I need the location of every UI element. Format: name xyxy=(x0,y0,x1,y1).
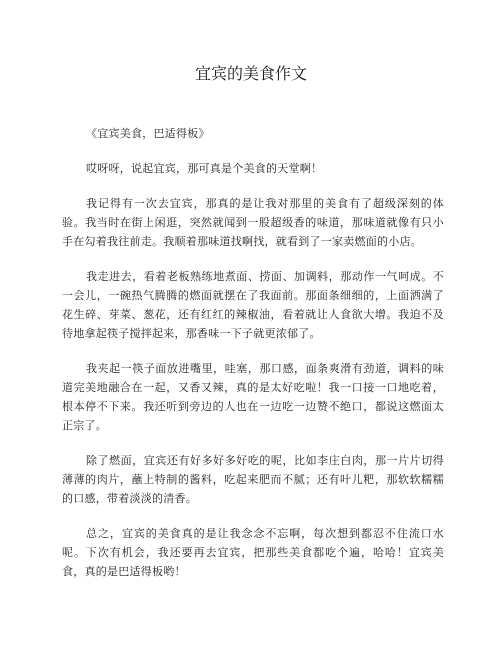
document-title: 宜宾的美食作文 xyxy=(194,64,307,83)
paragraph: 我走进去，看着老板熟练地煮面、捞面、加调料，那动作一气呵成。不一会儿，一碗热气腾腾的燃面就摆在了我面前。那面条细细的，上面洒满了花生碎、芽菜、葱花，还有红红的辣椒油，看着就让人食欲大增。我迫不及待地拿起筷子搅拌起来，那香味一下子就更浓郁了。 xyxy=(62,270,444,340)
paragraph: 我记得有一次去宜宾，那真的是让我对那里的美食有了超级深刻的体验。我当时在街上闲逛，突然就闻到一股超级香的味道，那味道就像有只小手在勾着我往前走。我顺着那味道找啊找，就看到了一家卖燃面的小店。 xyxy=(62,197,444,248)
paragraph-intro: 哎呀呀，说起宜宾，那可真是个美食的天堂啊！ xyxy=(86,162,323,175)
document-body xyxy=(62,124,444,597)
paragraph: 除了燃面，宜宾还有好多好多好吃的呢，比如李庄白肉，那一片片切得薄薄的肉片，蘸上特制的酱料，吃起来肥而不腻；还有叶儿粑，那软软糯糯的口感，带着淡淡的清香。 xyxy=(62,454,444,505)
paragraph-conclusion: 总之，宜宾的美食真的是让我念念不忘啊，每次想到都忍不住流口水呢。下次有机会，我还要再去宜宾，把那些美食都吃个遍，哈哈！宜宾美食，真的是巴适得板哟！ xyxy=(62,527,444,578)
paragraph: 我夹起一筷子面放进嘴里，哇塞，那口感，面条爽滑有劲道，调料的味道完美地融合在一起，又香又辣，真的是太好吃啦！我一口接一口地吃着，根本停不下来。我还听到旁边的人也在一边吃一边赞不绝口，都说这燃面太正宗了。 xyxy=(62,362,444,432)
paragraph-subtitle: 《宜宾美食，巴适得板》 xyxy=(86,127,210,140)
